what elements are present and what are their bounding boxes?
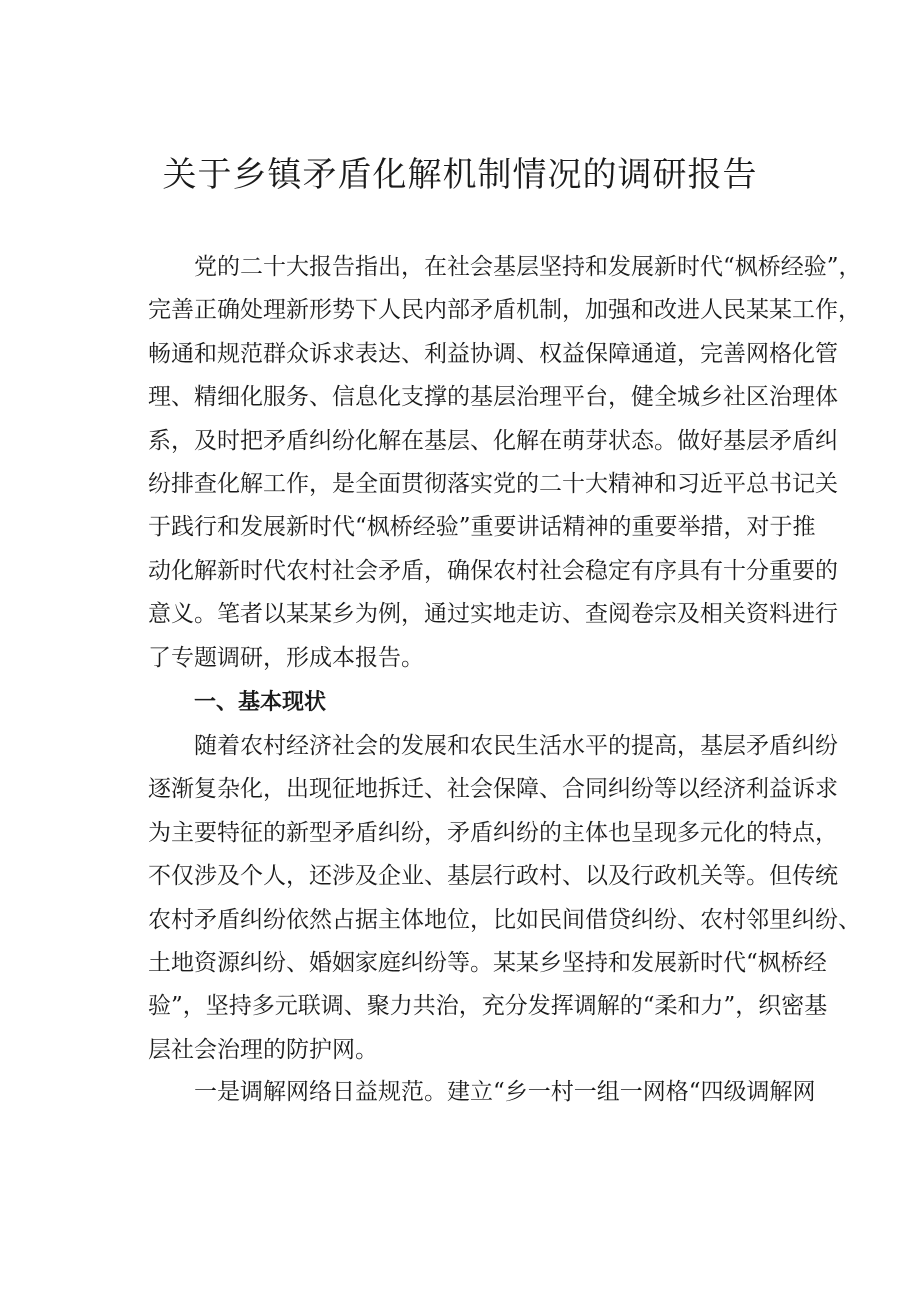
paragraph-mediation-network (148, 1071, 816, 1114)
paragraph-line: 一是调解网络日益规范。建立“乡一村一组一网格“四级调解网 (194, 1079, 816, 1105)
paragraph-line: 纷排查化解工作，是全面贯彻落实党的二十大精神和习近平总书记关 (148, 470, 838, 497)
paragraph-line: 不仅涉及个人，还涉及企业、基层行政村、以及行政机关等。但传统 (148, 863, 838, 890)
paragraph-line: 于践行和发展新时代“枫桥经验”重要讲话精神的重要举措，对于推 (148, 514, 816, 541)
paragraph-line: 农村矛盾纠纷依然占据主体地位，比如民间借贷纠纷、农村邻里纠纷、 (148, 906, 861, 933)
paragraph-line: 土地资源纠纷、婚姻家庭纠纷等。某某乡坚持和发展新时代“枫桥经 (148, 949, 827, 976)
paragraph-line: 了专题调研，形成本报告。 (148, 644, 424, 671)
paragraph-line: 随着农村经济社会的发展和农民生活水平的提高，基层矛盾纠纷 (194, 733, 838, 759)
paragraph-line: 动化解新时代农村社会矛盾，确保农村社会稳定有序具有十分重要的 (148, 557, 838, 584)
section-heading: 一、基本现状 (194, 690, 327, 715)
paragraph-line: 理、精细化服务、信息化支撑的基层治理平台，健全城乡社区治理体 (148, 384, 838, 411)
paragraph-line: 畅通和规范群众诉求表达、利益协调、权益保障通道，完善网格化管 (148, 340, 838, 367)
paragraph-line: 系，及时把矛盾纠纷化解在基层、化解在萌芽状态。做好基层矛盾纠 (148, 427, 838, 454)
paragraph-line: 党的二十大报告指出，在社会基层坚持和发展新时代“枫桥经验”， (194, 254, 862, 280)
paragraph-intro (148, 246, 862, 680)
document-title: 关于乡镇矛盾化解机制情况的调研报告 (162, 155, 758, 195)
paragraph-line: 意义。笔者以某某乡为例，通过实地走访、查阅卷宗及相关资料进行 (148, 601, 838, 628)
paragraph-current-status (148, 725, 861, 1072)
paragraph-line: 层社会治理的防护网。 (148, 1036, 378, 1063)
paragraph-line: 完善正确处理新形势下人民内部矛盾机制，加强和改进人民某某工作， (148, 297, 861, 324)
paragraph-line: 逐渐复杂化，出现征地拆迁、社会保障、合同纠纷等以经济利益诉求 (148, 776, 838, 803)
paragraph-line: 验”，坚持多元联调、聚力共治，充分发挥调解的“柔和力”，织密基 (148, 993, 828, 1020)
paragraph-line: 为主要特征的新型矛盾纠纷，矛盾纠纷的主体也呈现多元化的特点， (148, 819, 838, 846)
